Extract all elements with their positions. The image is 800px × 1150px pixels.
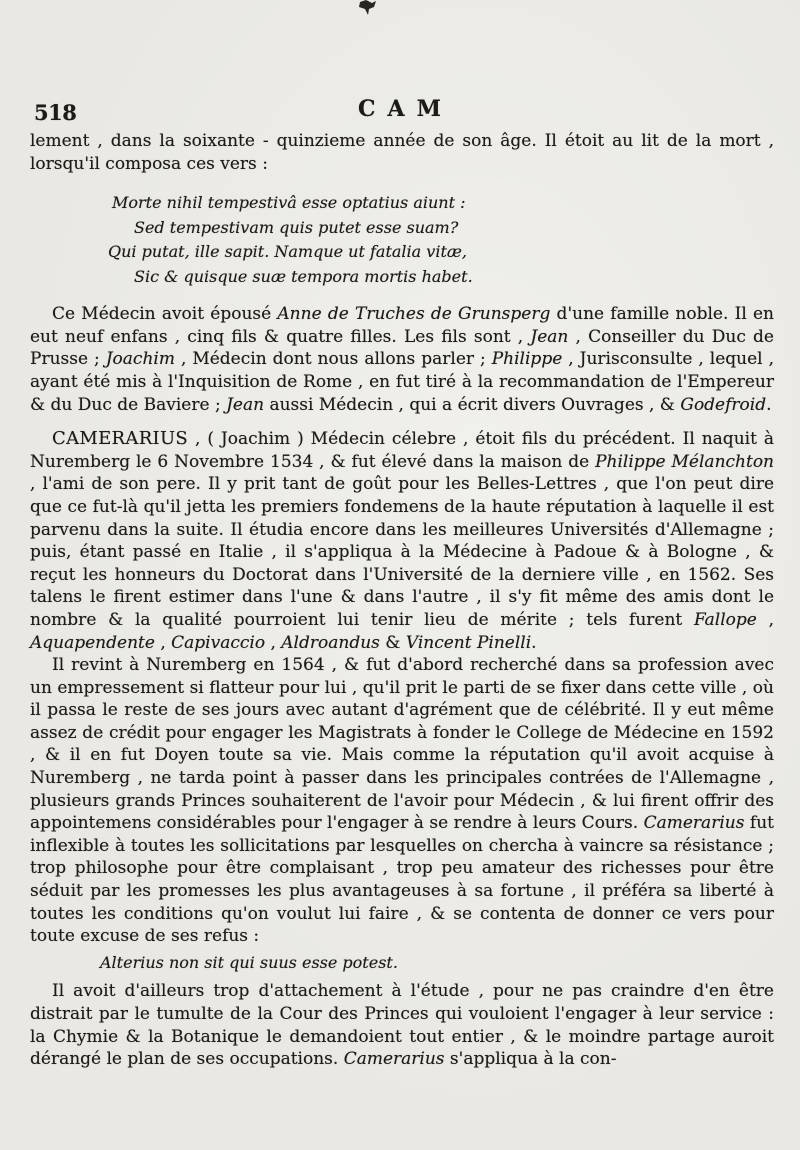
text-run: . <box>531 632 537 653</box>
text-run: , Conseiller du Duc de Prusse ; <box>30 326 774 370</box>
text-run: d'une famille noble. Il en eut neuf enfans , cinq fils & quatre filles. Les fils sont , <box>30 304 774 347</box>
text-run: . <box>766 394 772 415</box>
italic-name: Jean <box>226 394 265 415</box>
text-run: fut inflexible à toutes les sollicitations par lesquelles on chercha à vaincre sa résistance ; trop philosophe pour être complaisant , trop peu amateur des richesses pour être séduit par les promesses les plus avantageuses à sa fortune , il préféra sa liberté à toutes les conditions qu'on voulut lui faire , & se contenta de donner ce vers pour toute excuse de ses refus : <box>30 813 774 947</box>
italic-name: Camerarius <box>343 1049 445 1070</box>
italic-name: Anne de Truches de Grunsperg <box>277 304 551 325</box>
text-run: aussi Médecin , qui a écrit divers Ouvrages , & <box>264 394 681 415</box>
text-run: , ( Joachim ) Médecin célebre , étoit fils du précédent. Il naquit à Nuremberg le 6 Novembre 1534 , & fut élevé dans la maison de <box>30 429 774 472</box>
text-run: & <box>379 632 406 653</box>
verse-line: Sed tempestivam quis putet esse suam? <box>134 217 459 237</box>
text-run: , <box>265 632 282 653</box>
text-run: , Médecin dont nous allons parler ; <box>174 349 492 370</box>
text-run: Il avoit d'ailleurs trop d'attachement à l'étude , pour ne pas craindre d'en être distrait par le tumulte de la Cour des Princes qui vouloient l'engager à leur service : la Chymie & la Botanique le demandoient tout entier , & le moindre partage auroit dérangé le plan de ses occupations. <box>30 981 774 1070</box>
text-run: , <box>154 632 172 653</box>
italic-name: Godefroid <box>680 394 767 415</box>
italic-name: Aldroandus <box>281 632 380 653</box>
running-head: CAM <box>358 96 453 122</box>
paragraph-continuation: lement , dans la soixante - quinzieme année de son âge. Il étoit au lit de la mort , lorsqu'il composa ces vers : <box>30 131 774 174</box>
italic-name: Philippe Mélanchton <box>595 451 774 472</box>
latin-verse <box>108 191 774 289</box>
paragraph-nuremberg <box>30 654 774 948</box>
page-header <box>34 96 774 126</box>
body-text <box>30 130 774 1071</box>
paragraph-camerarius-entry <box>30 428 774 654</box>
paragraph-family <box>30 303 774 416</box>
text-run: Ce Médecin avoit épousé <box>52 304 278 325</box>
italic-name: Jean <box>530 326 569 347</box>
text-run: , <box>756 609 774 630</box>
italic-name: Vincent Pinelli <box>405 632 532 653</box>
text-run: Il revint à Nuremberg en 1564 , & fut d'abord recherché dans sa profession avec un empressement si flatteur pour lui , qu'il prit le parti de se fixer dans cette ville , où il passa le reste de ses jours avec autant d'agrément que de célébrité. Il y eut même assez de crédit pour engager les Magistrats à fonder le College de Médecine en 1592 , & il en fut Doyen toute sa vie. Mais comme la réputation qu'il avoit acquise à Nuremberg , ne tarda point à passer dans les principales contrées de l'Allemagne , plusieurs grands Princes souhaiterent de l'avoir pour Médecin , & lui firent offrir des appointemens considérables pour l'engager à se rendre à leurs Cours. <box>30 655 774 834</box>
entry-headword: CAMERARIUS <box>52 428 189 450</box>
verse-line: Morte nihil tempestivâ esse optatius aiunt : <box>112 193 466 213</box>
paragraph-study <box>30 980 774 1070</box>
italic-name: Joachim <box>105 349 175 370</box>
text-run: , l'ami de son pere. Il y prit tant de goût pour les Belles-Lettres , que l'on peut dire que ce fut-là qu'il jetta les premiers fondemens de la haute réputation à laquelle il est parvenu dans la suite. Il étudia encore dans les meilleures Universités d'Allemagne ; puis, étant passé en Italie , il s'appliqua à la Médecine à Padoue & à Bologne , & reçut les honneurs du Doctorat dans l'Université de la derniere ville , en 1562. Ses talens le firent estimer dans l'une & dans l'autre , il s'y fit même des amis dont le nombre & la qualité pourroient lui tenir lieu de mérite ; tels furent <box>30 474 774 630</box>
verse-line: Sic & quisque suæ tempora mortis habet. <box>134 266 473 286</box>
ink-blot-mark <box>356 0 378 16</box>
text-run: s'appliqua à la con- <box>444 1049 617 1070</box>
verse-line: Qui putat, ille sapit. Namque ut fatalia vitæ, <box>108 242 467 262</box>
italic-name: Fallope <box>694 609 757 630</box>
text-run: , Jurisconsulte , lequel , ayant été mis à l'Inquisition de Rome , en fut tiré à la recommandation de l'Empereur & du Duc de Baviere ; <box>30 349 774 415</box>
italic-name: Camerarius <box>643 813 745 834</box>
page-number: 518 <box>34 100 77 125</box>
italic-name: Aquapendente <box>30 632 155 653</box>
latin-verse-single: Alterius non sit qui suus esse potest. <box>100 952 398 972</box>
italic-name: Philippe <box>491 349 563 370</box>
italic-name: Capivaccio <box>171 632 266 653</box>
